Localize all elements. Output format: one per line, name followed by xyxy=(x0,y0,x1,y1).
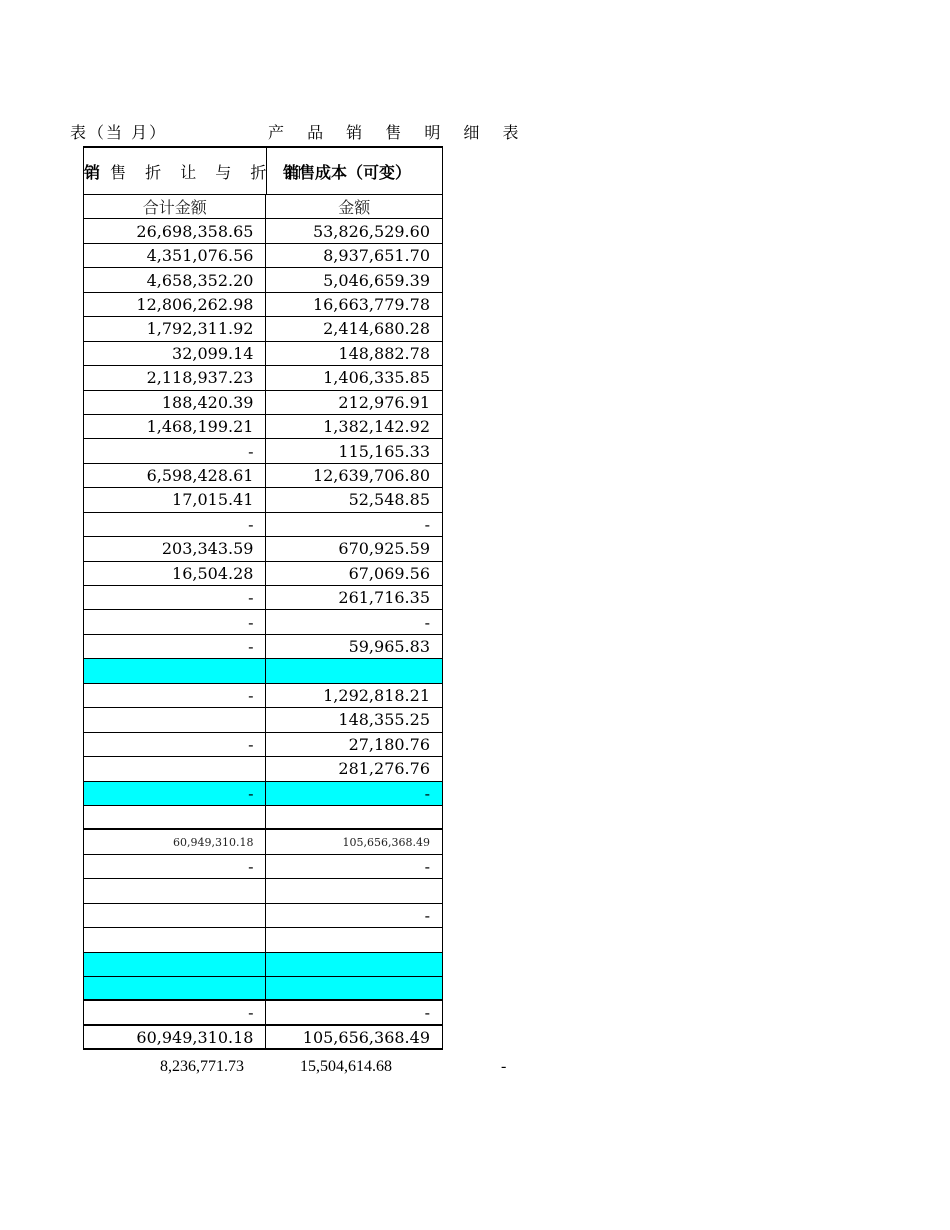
table-row xyxy=(83,610,443,634)
cell-discount-total[interactable]: - xyxy=(84,513,266,536)
table-row xyxy=(83,782,443,806)
table-row xyxy=(83,537,443,561)
cell-cost-amount[interactable]: 148,355.25 xyxy=(266,708,443,731)
cell-cost-amount[interactable]: - xyxy=(266,1001,443,1023)
cell-discount-total[interactable] xyxy=(84,953,266,976)
cell-discount-total[interactable]: 203,343.59 xyxy=(84,537,266,560)
cell-cost-amount[interactable]: 105,656,368.49 xyxy=(266,830,443,853)
cell-discount-total[interactable]: 1,468,199.21 xyxy=(84,415,266,438)
cell-discount-total[interactable] xyxy=(84,904,266,927)
cell-cost-amount[interactable]: - xyxy=(266,610,443,633)
table-row xyxy=(83,1001,443,1025)
cell-cost-amount[interactable] xyxy=(266,953,443,976)
sales-detail-table xyxy=(83,146,443,1050)
cell-cost-amount[interactable]: 1,406,335.85 xyxy=(266,366,443,389)
cell-cost-amount[interactable]: 1,382,142.92 xyxy=(266,415,443,438)
table-row xyxy=(83,830,443,854)
subheader-total-amount[interactable]: 合计金额 xyxy=(84,195,266,218)
table-row xyxy=(83,586,443,610)
cell-discount-total[interactable]: - xyxy=(84,733,266,756)
cell-discount-total[interactable] xyxy=(84,708,266,731)
cell-cost-amount[interactable] xyxy=(266,977,443,999)
subheader-amount[interactable]: 金额 xyxy=(266,195,443,218)
cell-cost-amount[interactable]: 670,925.59 xyxy=(266,537,443,560)
cell-cost-amount[interactable]: 212,976.91 xyxy=(266,391,443,414)
table-row xyxy=(83,928,443,952)
table-row xyxy=(83,684,443,708)
cell-discount-total[interactable]: - xyxy=(84,610,266,633)
table-row xyxy=(83,366,443,390)
cell-cost-amount[interactable]: 1,292,818.21 xyxy=(266,684,443,707)
cell-discount-total[interactable]: - xyxy=(84,635,266,658)
table-row xyxy=(83,219,443,243)
header-cost[interactable]: 销售成本（可变） xyxy=(267,148,443,194)
table-row xyxy=(83,1026,443,1050)
cell-discount-total[interactable]: - xyxy=(84,439,266,462)
cell-discount-total[interactable] xyxy=(84,757,266,780)
table-row xyxy=(83,904,443,928)
cell-discount-total[interactable]: - xyxy=(84,684,266,707)
table-subheader-row xyxy=(83,195,443,219)
cell-discount-total[interactable]: 16,504.28 xyxy=(84,562,266,585)
cell-discount-total[interactable]: 6,598,428.61 xyxy=(84,464,266,487)
header-discount-bold: 销 xyxy=(84,162,101,182)
table-row xyxy=(83,806,443,830)
cell-discount-total[interactable]: 2,118,937.23 xyxy=(84,366,266,389)
cell-discount-total[interactable]: 60,949,310.18 xyxy=(84,830,266,853)
cell-cost-amount[interactable]: 12,639,706.80 xyxy=(266,464,443,487)
table-row xyxy=(83,733,443,757)
table-body xyxy=(83,219,443,1050)
cell-cost-amount[interactable]: 67,069.56 xyxy=(266,562,443,585)
table-row xyxy=(83,488,443,512)
table-row xyxy=(83,317,443,341)
cell-cost-amount[interactable] xyxy=(266,806,443,828)
cell-cost-amount[interactable] xyxy=(266,659,443,682)
header-discount-label: 售 折 让 与 折 扣 xyxy=(110,162,309,182)
cell-discount-total[interactable]: - xyxy=(84,855,266,878)
cell-cost-amount[interactable]: 8,937,651.70 xyxy=(266,244,443,267)
cell-discount-total[interactable]: - xyxy=(84,1001,266,1023)
table-row xyxy=(83,464,443,488)
table-row xyxy=(83,415,443,439)
table-row xyxy=(83,439,443,463)
table-row xyxy=(83,708,443,732)
table-row xyxy=(83,635,443,659)
table-row xyxy=(83,879,443,903)
cell-cost-amount[interactable]: 2,414,680.28 xyxy=(266,317,443,340)
cell-discount-total[interactable]: 4,351,076.56 xyxy=(84,244,266,267)
sheet-title: 产 品 销 售 明 细 表 xyxy=(268,123,528,142)
table-row xyxy=(83,562,443,586)
table-row xyxy=(83,342,443,366)
footer-value-3: - xyxy=(501,1058,507,1075)
cell-cost-amount[interactable]: 16,663,779.78 xyxy=(266,293,443,316)
cell-discount-total[interactable]: 26,698,358.65 xyxy=(84,219,266,242)
cell-cost-amount[interactable]: - xyxy=(266,782,443,805)
cell-cost-amount[interactable]: 53,826,529.60 xyxy=(266,219,443,242)
table-row xyxy=(83,268,443,292)
cell-discount-total[interactable]: 1,792,311.92 xyxy=(84,317,266,340)
table-row xyxy=(83,391,443,415)
cell-discount-total[interactable] xyxy=(84,806,266,828)
cell-discount-total[interactable]: - xyxy=(84,782,266,805)
table-row xyxy=(83,244,443,268)
cell-cost-amount[interactable]: 261,716.35 xyxy=(266,586,443,609)
table-row xyxy=(83,513,443,537)
cell-discount-total[interactable]: 4,658,352.20 xyxy=(84,268,266,291)
cell-discount-total[interactable]: 12,806,262.98 xyxy=(84,293,266,316)
table-header-row xyxy=(83,146,443,195)
table-row xyxy=(83,659,443,683)
cell-cost-amount[interactable]: 105,656,368.49 xyxy=(266,1026,443,1048)
table-row xyxy=(83,757,443,781)
cell-cost-amount[interactable]: 5,046,659.39 xyxy=(266,268,443,291)
cell-cost-amount[interactable]: - xyxy=(266,904,443,927)
cell-discount-total[interactable]: 32,099.14 xyxy=(84,342,266,365)
table-row xyxy=(83,977,443,1001)
table-row xyxy=(83,855,443,879)
cell-cost-amount[interactable]: - xyxy=(266,513,443,536)
cell-discount-total[interactable]: 60,949,310.18 xyxy=(84,1026,266,1048)
cell-cost-amount[interactable] xyxy=(266,879,443,902)
cell-cost-amount[interactable] xyxy=(266,928,443,951)
cell-discount-total[interactable] xyxy=(84,977,266,999)
table-row xyxy=(83,953,443,977)
cell-cost-amount[interactable]: 59,965.83 xyxy=(266,635,443,658)
cell-cost-amount[interactable]: 27,180.76 xyxy=(266,733,443,756)
cell-discount-total[interactable] xyxy=(84,879,266,902)
cell-discount-total[interactable] xyxy=(84,928,266,951)
footer-value-2: 15,504,614.68 xyxy=(300,1058,392,1075)
cell-cost-amount[interactable]: 148,882.78 xyxy=(266,342,443,365)
cell-cost-amount[interactable]: 52,548.85 xyxy=(266,488,443,511)
cell-cost-amount[interactable]: 115,165.33 xyxy=(266,439,443,462)
header-discount[interactable] xyxy=(84,148,309,194)
cell-discount-total[interactable] xyxy=(84,659,266,682)
cell-cost-amount[interactable]: 281,276.76 xyxy=(266,757,443,780)
table-row xyxy=(83,293,443,317)
cell-cost-amount[interactable]: - xyxy=(266,855,443,878)
cell-discount-total[interactable]: 17,015.41 xyxy=(84,488,266,511)
cell-discount-total[interactable]: - xyxy=(84,586,266,609)
cell-discount-total[interactable]: 188,420.39 xyxy=(84,391,266,414)
footer-value-1: 8,236,771.73 xyxy=(160,1058,244,1075)
sheet-title-fragment: 表（当 月） xyxy=(70,123,168,142)
